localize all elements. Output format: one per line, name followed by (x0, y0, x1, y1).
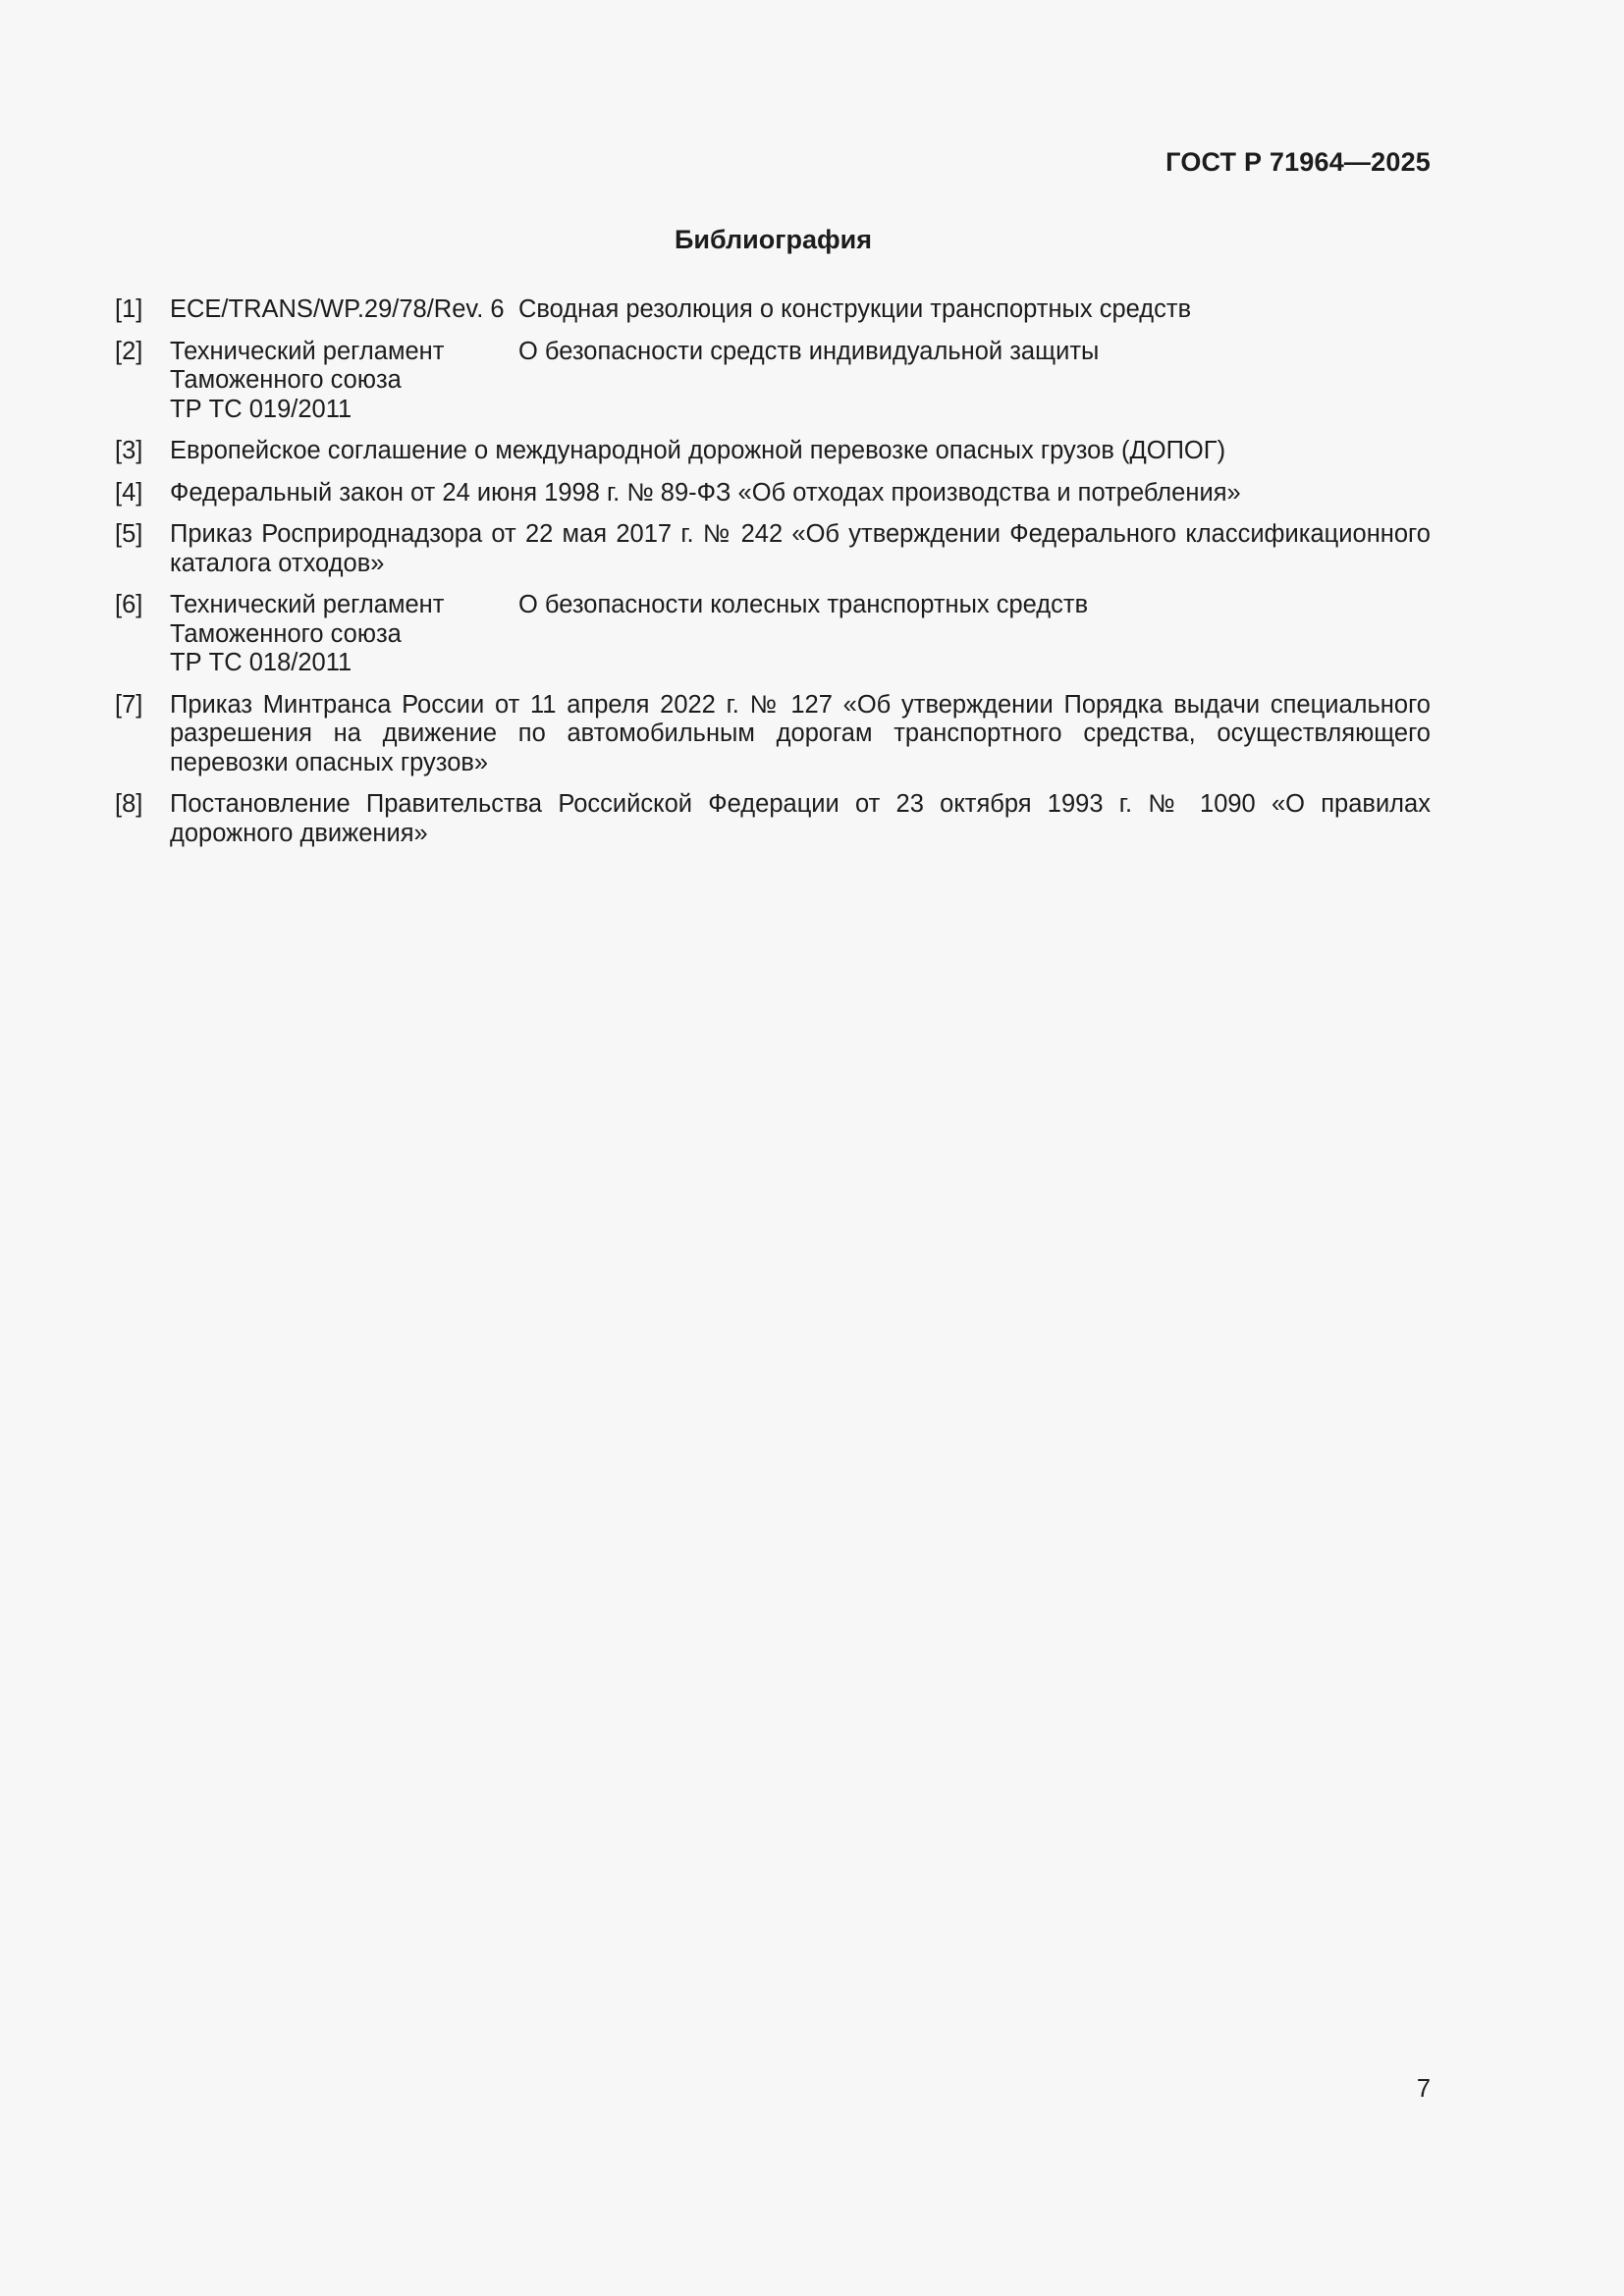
bibliography-item-title: Сводная резолюция о конструкции транспортных средств (518, 295, 1192, 323)
bibliography-item-text: Постановление Правительства Российской Федерации от 23 октября 1993 г. № 1090 «О правилах дорожного движения» (170, 790, 1431, 847)
bibliography-item-source: ECE/TRANS/WP.29/78/Rev. 6 (170, 295, 505, 323)
bibliography-item-source: Технический регламент Таможенного союза ТР ТС 019/2011 (170, 337, 445, 423)
bibliography-item-text: Приказ Росприроднадзора от 22 мая 2017 г. № 242 «Об утверждении Федерального классификационного каталога отходов» (170, 520, 1431, 577)
bibliography-item-number: [4] (115, 478, 143, 507)
bibliography-item-title: О безопасности средств индивидуальной защиты (518, 337, 1100, 365)
bibliography-item (115, 479, 1431, 508)
bibliography-item-number: [7] (115, 690, 143, 719)
bibliography-item (115, 437, 1431, 466)
bibliography-item (115, 591, 1431, 678)
bibliography-item-text: Федеральный закон от 24 июня 1998 г. № 89-ФЗ «Об отходах производства и потребления» (170, 478, 1241, 507)
bibliography-item-number: [5] (115, 520, 143, 548)
bibliography-item (115, 691, 1431, 778)
bibliography-item-title: О безопасности колесных транспортных средств (518, 591, 1089, 618)
bibliography-item (115, 790, 1431, 848)
bibliography-item-number: [8] (115, 790, 143, 818)
bibliography-item-number: [3] (115, 437, 143, 464)
bibliography-list (115, 295, 1431, 861)
bibliography-item-source: Технический регламент Таможенного союза ТР ТС 018/2011 (170, 591, 445, 676)
bibliography-item (115, 520, 1431, 578)
bibliography-item-number: [6] (115, 591, 143, 618)
bibliography-item (115, 295, 1431, 325)
bibliography-item-text: Европейское соглашение о международной дорожной перевозке опасных грузов (ДОПОГ) (170, 437, 1226, 464)
document-code: ГОСТ Р 71964—2025 (1165, 147, 1431, 177)
bibliography-item-number: [1] (115, 295, 143, 323)
bibliography-item (115, 338, 1431, 425)
section-title: Библиография (675, 225, 872, 254)
page-number: 7 (1416, 2075, 1431, 2103)
bibliography-item-text: Приказ Минтранса России от 11 апреля 2022 г. № 127 «Об утверждении Порядка выдачи специального разрешения на движение по автомобильным дорогам транспортного средства, осуществляющего перевозки опасных грузов» (170, 690, 1431, 776)
bibliography-item-number: [2] (115, 337, 143, 365)
